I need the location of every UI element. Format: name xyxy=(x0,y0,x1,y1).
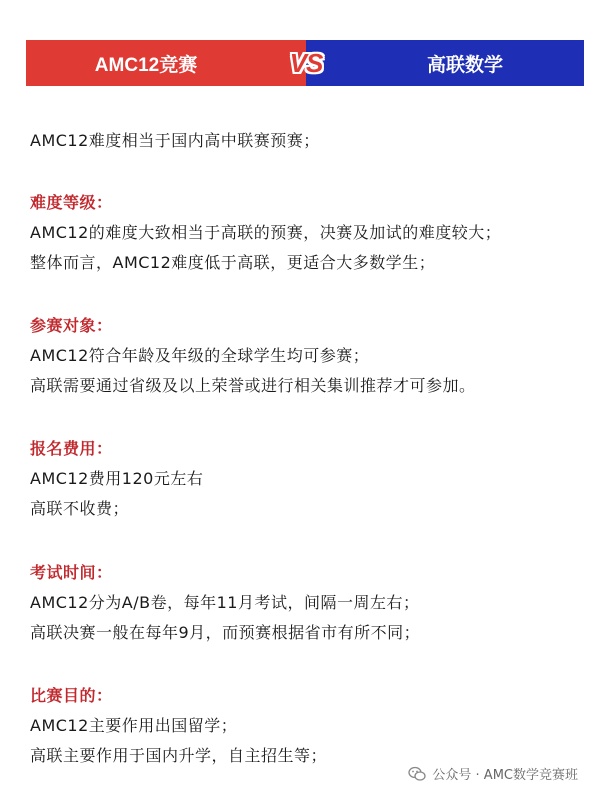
vs-badge: VS xyxy=(289,47,323,78)
comparison-banner xyxy=(26,40,584,86)
section-line: 整体而言，AMC12难度低于高联，更适合大多数学生； xyxy=(30,253,436,272)
banner-left-title: AMC12竞赛 xyxy=(26,40,306,86)
intro-text: AMC12难度相当于国内高中联赛预赛； xyxy=(30,131,320,150)
section-heading-exam-time: 考试时间： xyxy=(30,563,113,582)
section-heading-purpose: 比赛目的： xyxy=(30,686,113,705)
section-line: AMC12分为A/B卷，每年11月考试，间隔一周左右； xyxy=(30,593,420,612)
section-heading-difficulty: 难度等级： xyxy=(30,193,113,212)
section-line: AMC12费用120元左右 xyxy=(30,469,204,488)
section-line: AMC12的难度大致相当于高联的预赛，决赛及加试的难度较大； xyxy=(30,223,502,242)
section-line: AMC12符合年龄及年级的全球学生均可参赛； xyxy=(30,346,370,365)
wechat-icon xyxy=(408,766,426,782)
section-heading-fees: 报名费用： xyxy=(30,439,113,458)
section-heading-participants: 参赛对象： xyxy=(30,316,113,335)
section-line: 高联不收费； xyxy=(30,499,130,518)
banner-right-title: 高联数学 xyxy=(306,40,584,86)
section-line: 高联决赛一般在每年9月，而预赛根据省市有所不同； xyxy=(30,623,421,642)
watermark-text: 公众号 · AMC数学竞赛班 xyxy=(432,768,578,783)
section-line: 高联主要作用于国内升学，自主招生等； xyxy=(30,746,328,765)
section-line: 高联需要通过省级及以上荣誉或进行相关集训推荐才可参加。 xyxy=(30,376,476,395)
section-line: AMC12主要作用出国留学； xyxy=(30,716,238,735)
watermark xyxy=(408,764,578,783)
